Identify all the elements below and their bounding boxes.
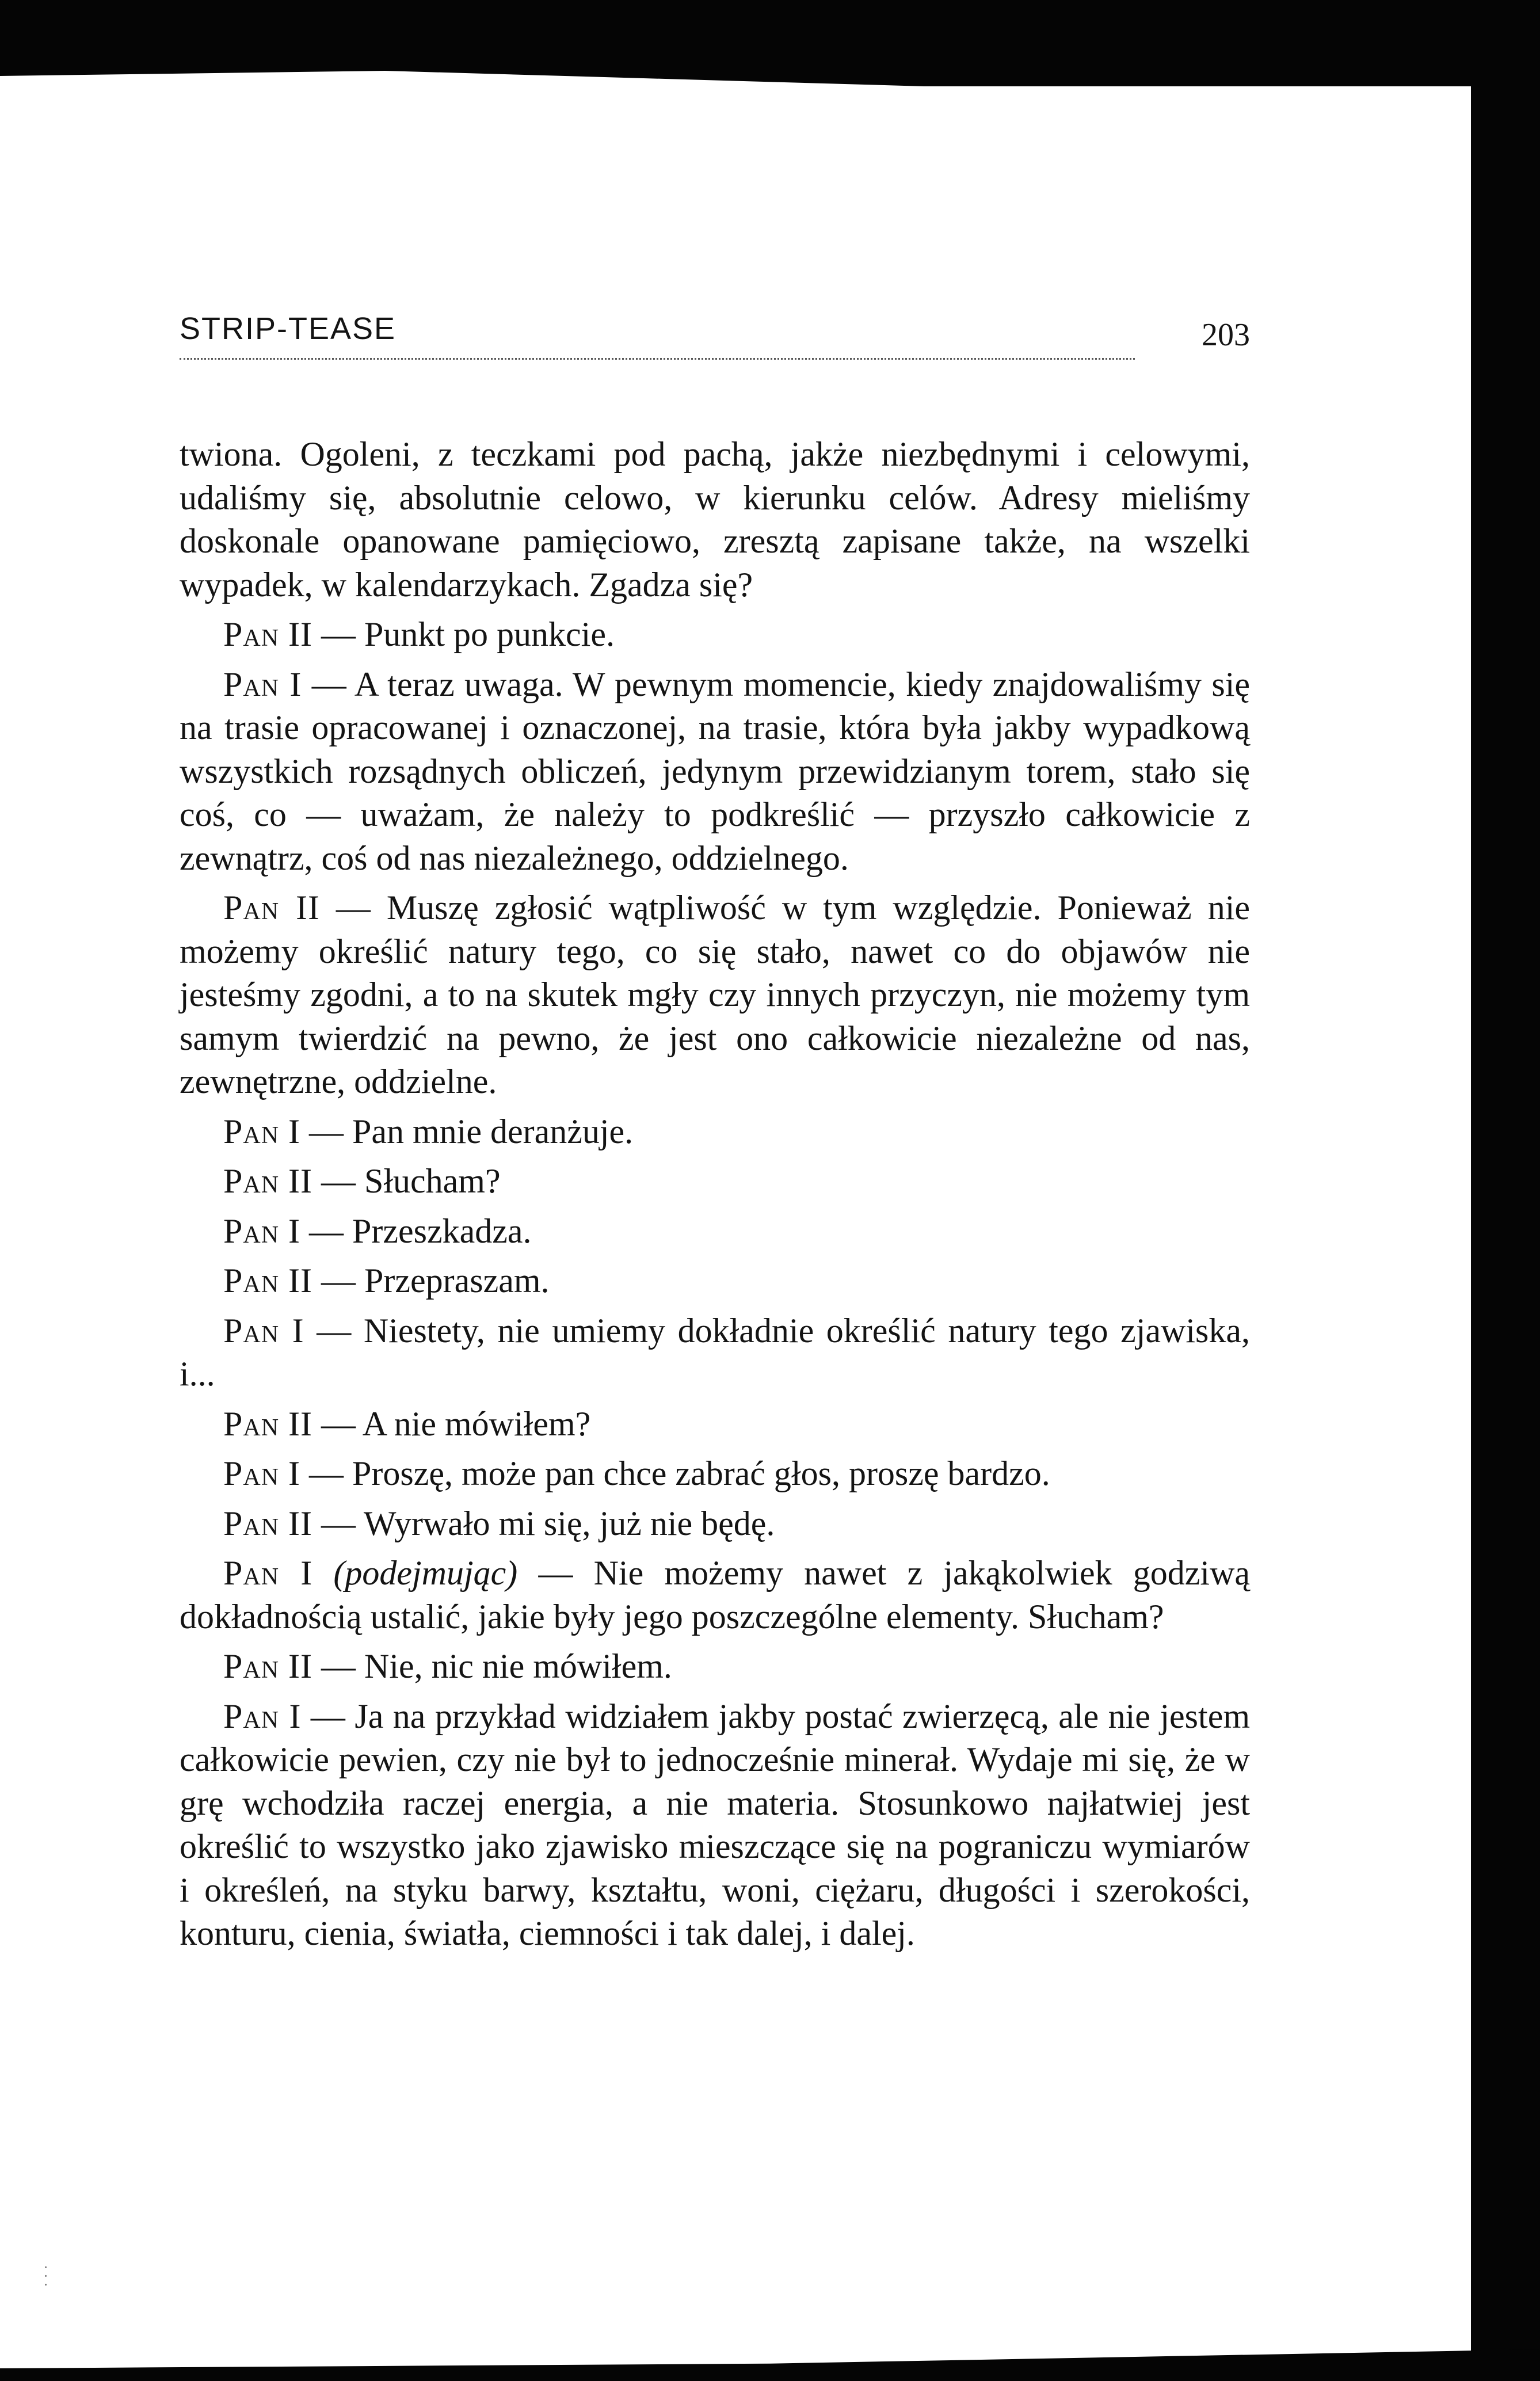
- dialogue-text: — Ja na przykład widziałem jakby postać zwierzęcą, ale nie jestem całkowicie pewien, czy nie był to jednocześnie minerał. Wydaje mi się, że w grę wchodziła raczej energia, a nie materia. Stosunkowo najłatwiej jest określić to wszystko jako zjawisko mieszczące się na pograniczu wymiarów i określeń, na styku barwy, kształtu, woni, ciężaru, długości i szerokości, konturu, cienia, światła, ciemności i tak dalej, i dalej.: [180, 1697, 1251, 1952]
- dialogue-text: — A nie mówiłem?: [321, 1404, 591, 1443]
- scan-border-right: [1471, 0, 1540, 2381]
- page-body: [180, 433, 1250, 1962]
- dialogue-text: — Niestety, nie umiemy dokładnie określić natury tego zjawiska, i...: [180, 1311, 1251, 1393]
- running-title: STRIP-TEASE: [180, 311, 397, 346]
- dialogue-text: — A teraz uwaga. W pewnym momencie, kiedy znajdowaliśmy się na trasie opracowanej i oznaczonej, na trasie, która była jakby wypadkową wszystkich rozsądnych obliczeń, jedynym przewidzianym torem, stało się coś, co — uważam, że należy to podkreślić — przyszło całkowicie z zewnątrz, coś od nas niezależnego, oddzielnego.: [180, 665, 1250, 877]
- dialogue-line: [180, 1309, 1250, 1396]
- scan-artifact: · · ·: [37, 2265, 54, 2287]
- dialogue-line: [180, 1210, 1250, 1254]
- header-rule: [180, 358, 1135, 360]
- dialogue-text: — Proszę, może pan chce zabrać głos, proszę bardzo.: [309, 1454, 1050, 1492]
- speaker-label: Pan I: [223, 1697, 302, 1735]
- speaker-label: Pan II: [223, 615, 312, 653]
- dialogue-text: — Nie, nic nie mówiłem.: [321, 1647, 672, 1685]
- dialogue-text: — Przepraszam.: [321, 1262, 550, 1300]
- speaker-label: Pan II: [223, 1504, 312, 1542]
- dialogue-text: — Nie możemy nawet z jakąkolwiek godziwą dokładnością ustalić, jakie były jego poszczególne elementy. Słucham?: [180, 1554, 1251, 1636]
- paragraph: twiona. Ogoleni, z teczkami pod pachą, jakże niezbędnymi i celowymi, udaliśmy się, absolutnie celowo, w kierunku celów. Adresy mieliśmy doskonale opanowane pamięciowo, zresztą zapisane także, na wszelki wypadek, w kalendarzykach. Zgadza się?: [180, 435, 1250, 604]
- dialogue-line: [180, 613, 1250, 657]
- speaker-label: Pan I: [223, 1311, 304, 1350]
- dialogue-text: — Muszę zgłosić wątpliwość w tym względzie. Ponieważ nie możemy określić natury tego, co się stało, nawet co do objawów nie jesteśmy zgodni, a to na skutek mgły czy innych przyczyn, nie możemy tym samym twierdzić na pewno, że jest ono całkowicie niezależne od nas, zewnętrzne, oddzielne.: [180, 889, 1250, 1100]
- running-head: [180, 311, 1250, 363]
- speaker-label: Pan I: [223, 1212, 301, 1250]
- dialogue-line: [180, 886, 1250, 1104]
- speaker-label: Pan I: [223, 665, 302, 703]
- dialogue-line: [180, 1259, 1250, 1303]
- speaker-label: Pan II: [223, 1647, 312, 1685]
- dialogue-line: [180, 1160, 1250, 1203]
- dialogue-text: — Wyrwało mi się, już nie będę.: [321, 1504, 775, 1542]
- page-number: 203: [1202, 317, 1250, 353]
- dialogue-line: [180, 1403, 1250, 1446]
- speaker-label: Pan II: [223, 1162, 312, 1200]
- stage-direction: (podejmując): [333, 1554, 518, 1592]
- speaker-label: Pan I: [223, 1554, 313, 1592]
- speaker-label: Pan II: [223, 1404, 312, 1443]
- dialogue-text: — Przeszkadza.: [309, 1212, 532, 1250]
- speaker-label: Pan II: [223, 1262, 312, 1300]
- dialogue-line: [180, 1502, 1250, 1546]
- dialogue-line: [180, 1110, 1250, 1154]
- dialogue-line: [180, 1452, 1250, 1496]
- dialogue-text: — Słucham?: [321, 1162, 501, 1200]
- speaker-label: Pan I: [223, 1454, 301, 1492]
- dialogue-line: [180, 1695, 1250, 1956]
- speaker-label: Pan I: [223, 1112, 301, 1151]
- speaker-label: Pan II: [223, 889, 320, 927]
- dialogue-line: [180, 1552, 1250, 1639]
- dialogue-text: — Punkt po punkcie.: [321, 615, 615, 653]
- dialogue-line: [180, 1645, 1250, 1689]
- dialogue-line: [180, 663, 1250, 881]
- dialogue-text: — Pan mnie deranżuje.: [309, 1112, 634, 1151]
